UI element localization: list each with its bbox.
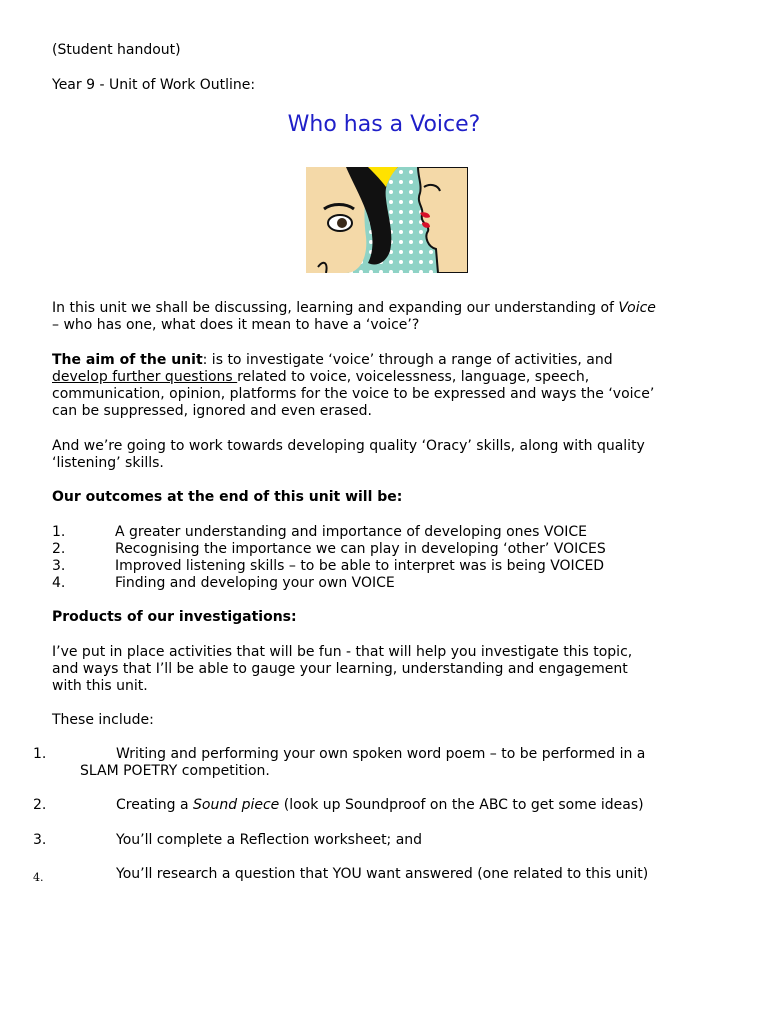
list-item-text: Improved listening skills – to be able to interpret was is being VOICED xyxy=(115,558,605,574)
list-item xyxy=(0,832,768,849)
list-item-text: You’ll research a question that YOU want answered (one related to this unit) xyxy=(116,866,649,882)
list-item xyxy=(0,746,768,786)
list-item-continuation: SLAM POETRY competition. xyxy=(80,763,270,779)
list-item xyxy=(0,866,768,883)
list-item-text xyxy=(116,797,644,814)
list-item-number: 3. xyxy=(52,558,66,574)
list-item-text: You’ll complete a Reflection worksheet; and xyxy=(116,832,423,848)
aim-line4: can be suppressed, ignored and even erased. xyxy=(52,403,372,419)
products-line2: and ways that I’ll be able to gauge your learning, understanding and engagement xyxy=(52,661,628,677)
products-line3: with this unit. xyxy=(52,678,148,694)
intro-line1: In this unit we shall be discussing, learning and expanding our understanding of xyxy=(52,300,619,316)
these-include-label: These include: xyxy=(52,712,154,728)
products-paragraph xyxy=(52,644,742,695)
list-item-number: 2. xyxy=(33,797,47,813)
intro-paragraph xyxy=(52,300,742,334)
aim-label: The aim of the unit xyxy=(52,352,203,368)
item2-sound-piece-italic: Sound piece xyxy=(193,797,280,813)
aim-line2: related to voice, voicelessness, language, speech, xyxy=(237,369,590,385)
list-item xyxy=(52,524,742,541)
products-line1: I’ve put in place activities that will be fun - that will help you investigate this topic, xyxy=(52,644,633,660)
oracy-line1: And we’re going to work towards developing quality ‘Oracy’ skills, along with quality xyxy=(52,438,645,454)
list-item-text: Writing and performing your own spoken word poem – to be performed in a xyxy=(116,746,646,762)
list-item-number: 1. xyxy=(52,524,66,540)
aim-line1: : is to investigate ‘voice’ through a range of activities, and xyxy=(202,352,613,368)
list-item-number: 4. xyxy=(52,575,66,591)
oracy-line2: ‘listening’ skills. xyxy=(52,455,164,471)
unit-outline-label: Year 9 - Unit of Work Outline: xyxy=(52,77,256,93)
intro-line2: – who has one, what does it mean to have a ‘voice’? xyxy=(52,317,420,333)
list-item-number: 4. xyxy=(33,871,44,884)
list-item xyxy=(52,575,742,592)
list-item-text: A greater understanding and importance of developing ones VOICE xyxy=(115,524,587,540)
item2-text-a: Creating a xyxy=(116,797,194,813)
two-women-whispering-illustration xyxy=(306,167,468,273)
list-item-text: Recognising the importance we can play in developing ‘other’ VOICES xyxy=(115,541,606,557)
outcomes-list xyxy=(52,524,742,592)
handout-label: (Student handout) xyxy=(52,42,181,58)
list-item-number: 3. xyxy=(33,832,47,848)
page-title: Who has a Voice? xyxy=(287,112,481,137)
list-item-number: 1. xyxy=(33,746,47,762)
intro-voice-italic: Voice xyxy=(618,300,656,316)
aim-paragraph xyxy=(52,352,742,420)
aim-underlined-phrase: develop further questions xyxy=(52,369,238,385)
oracy-paragraph xyxy=(52,438,742,472)
list-item xyxy=(0,797,768,814)
aim-line3: communication, opinion, platforms for the voice to be expressed and ways the ‘voice’ xyxy=(52,386,655,402)
list-item xyxy=(52,541,742,558)
item2-text-b: (look up Soundproof on the ABC to get some ideas) xyxy=(279,797,644,813)
list-item-number: 2. xyxy=(52,541,66,557)
list-item xyxy=(52,558,742,575)
outcomes-heading: Our outcomes at the end of this unit will be: xyxy=(52,489,403,505)
products-heading: Products of our investigations: xyxy=(52,609,297,625)
list-item-text: Finding and developing your own VOICE xyxy=(115,575,395,591)
